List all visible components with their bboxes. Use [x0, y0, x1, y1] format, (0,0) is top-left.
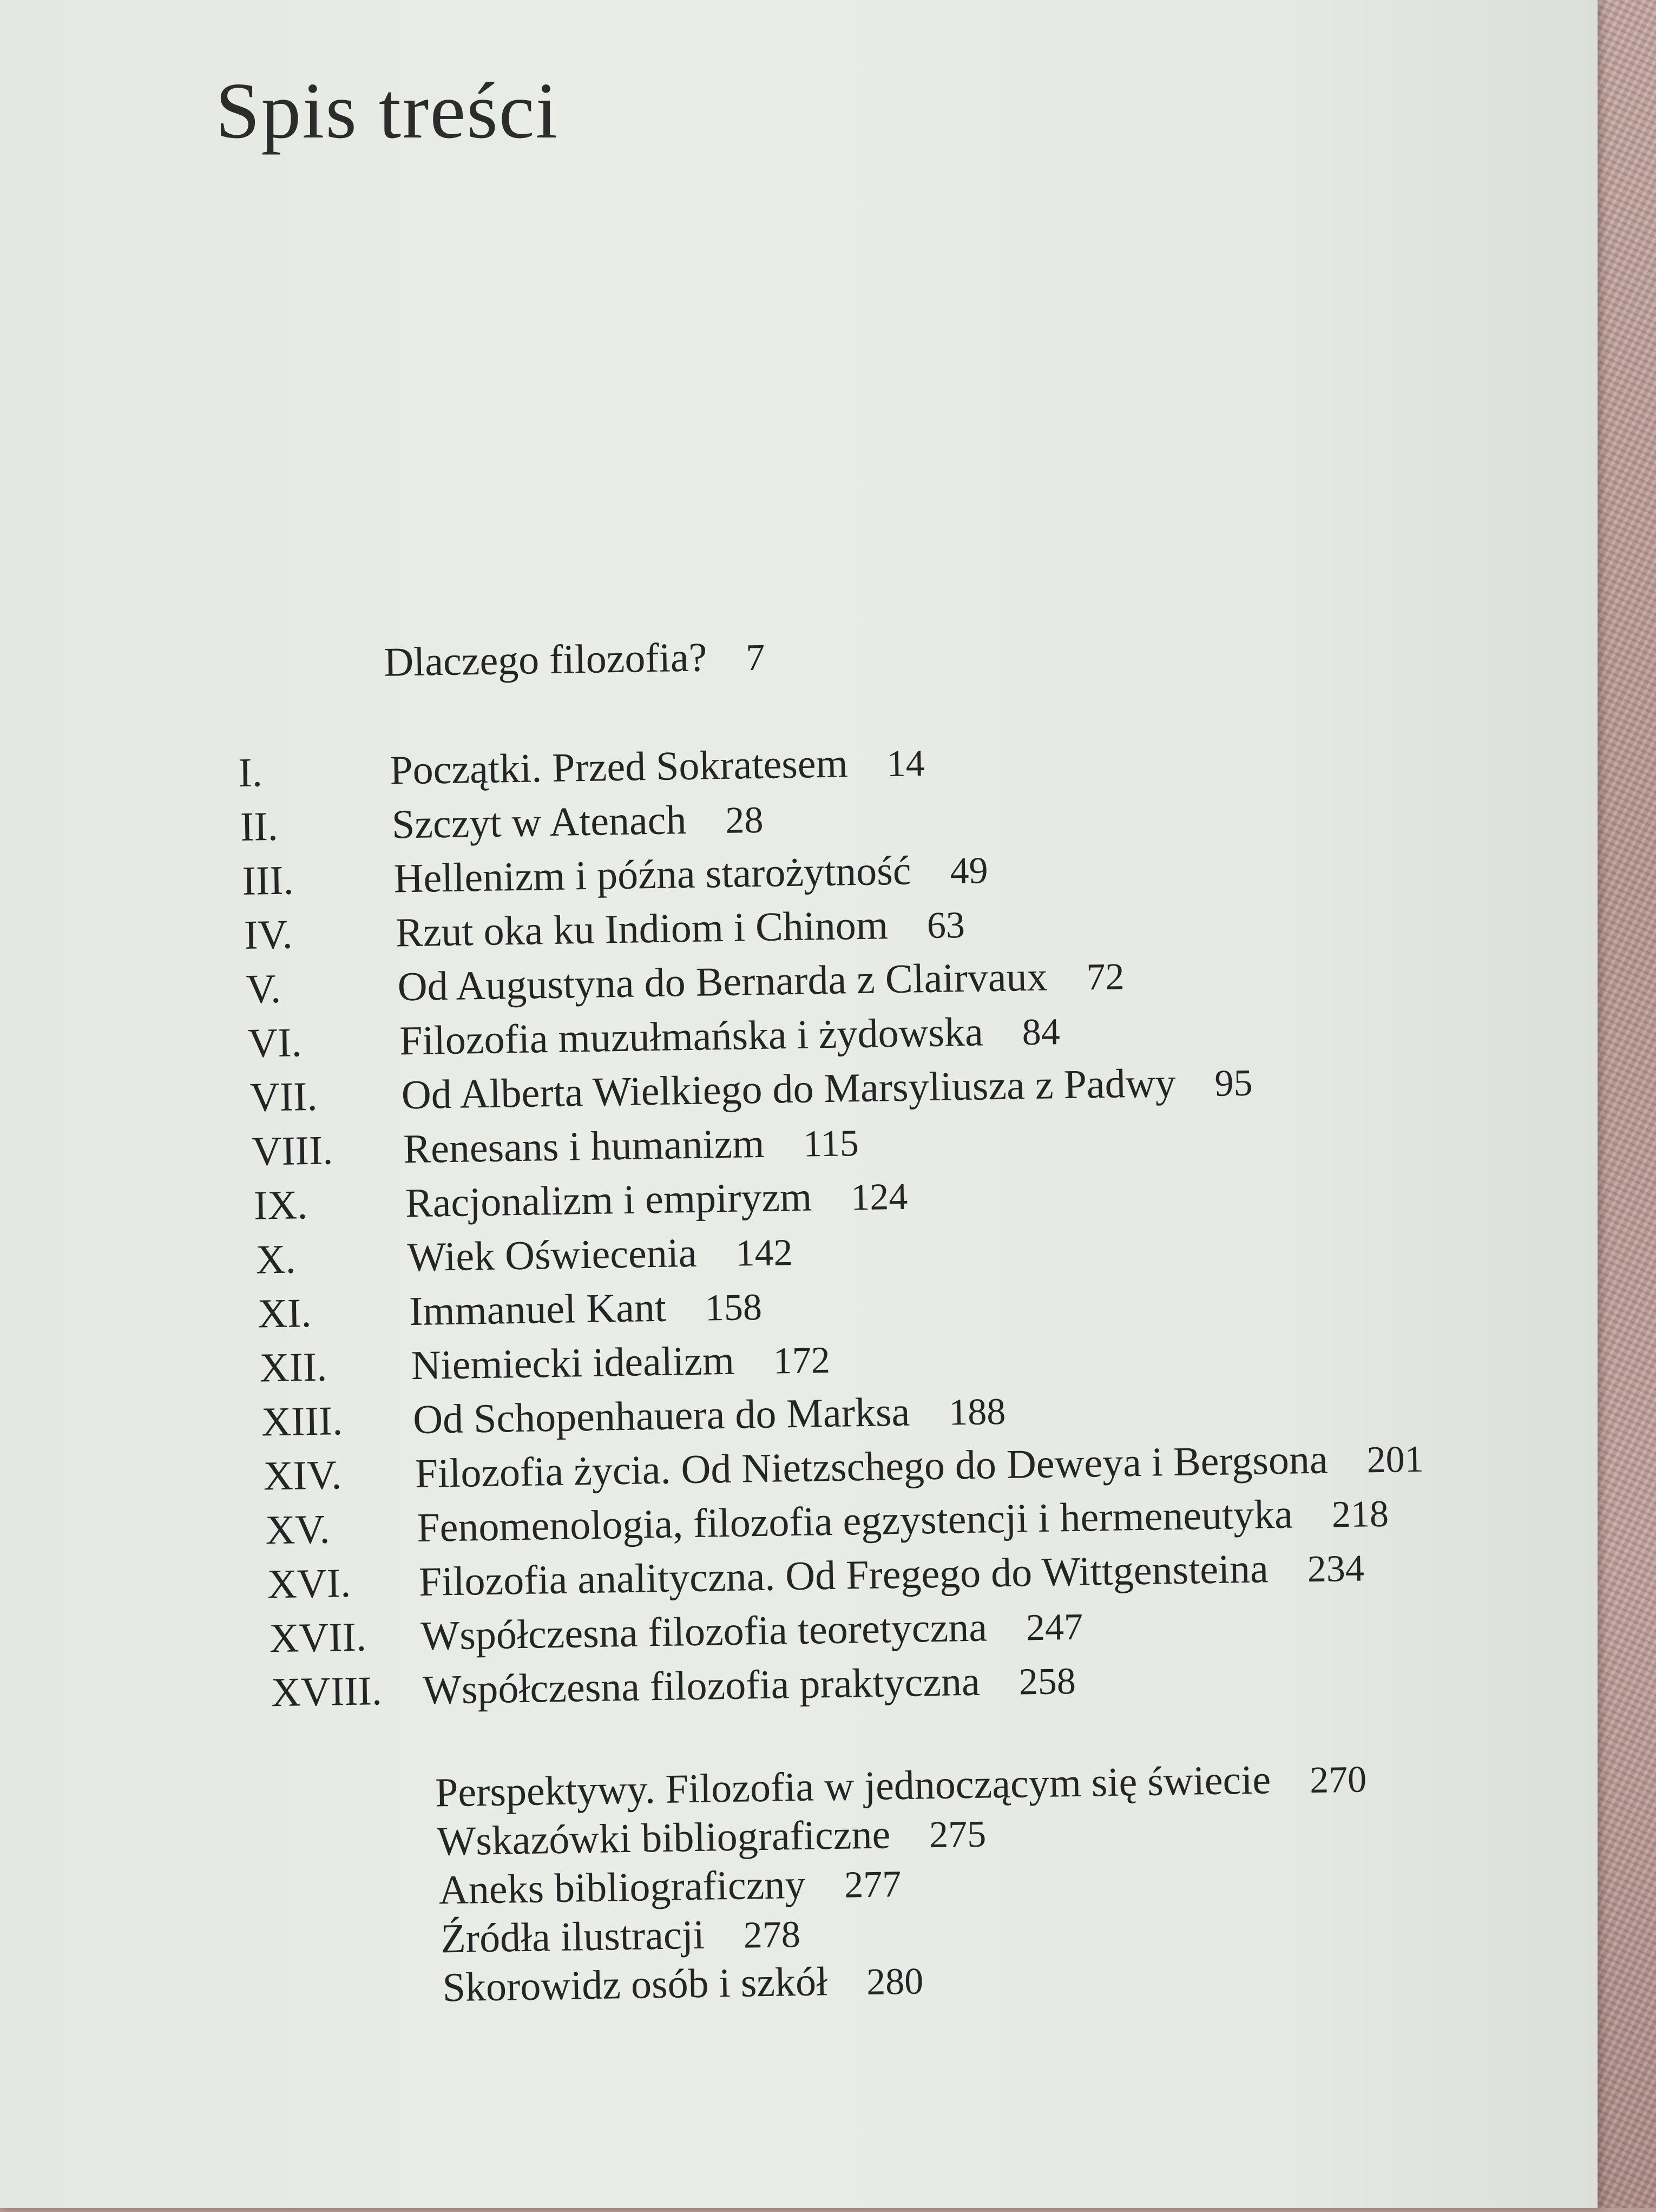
- appendix-page: 280: [866, 1960, 924, 2004]
- chapter-title: Rzut oka ku Indiom i Chinom: [395, 902, 889, 956]
- chapter-page: 258: [1018, 1660, 1076, 1703]
- appendix-title: Perspektywy. Filozofia w jednoczącym się świecie: [435, 1757, 1271, 1816]
- entry-page: 7: [745, 636, 765, 679]
- chapter-page: 218: [1331, 1493, 1389, 1536]
- chapter-number: III.: [241, 857, 294, 904]
- chapter-title: Od Schopenhauera do Marksa: [412, 1389, 910, 1443]
- chapter-title: Immanuel Kant: [409, 1284, 667, 1335]
- chapter-number: VI.: [247, 1020, 303, 1066]
- toc-appendix-entry: [435, 1755, 1366, 1816]
- chapter-page: 247: [1026, 1606, 1083, 1649]
- chapter-page: 158: [705, 1286, 763, 1329]
- page-title: Spis treści: [215, 67, 559, 155]
- chapter-number: V.: [246, 966, 281, 1012]
- chapter-page: 63: [926, 904, 965, 947]
- chapter-title: Fenomenologia, filozofia egzystencji i hermeneutyka: [416, 1491, 1293, 1551]
- chapter-number: II.: [240, 803, 279, 850]
- appendix-title: Skorowidz osób i szkół: [442, 1959, 828, 2011]
- chapter-number: IX.: [253, 1182, 308, 1229]
- appendix-page: 278: [743, 1913, 801, 1957]
- chapter-page: 201: [1366, 1438, 1424, 1481]
- chapter-title: Racjonalizm i empiryzm: [405, 1174, 812, 1226]
- chapter-number: XVI.: [267, 1560, 351, 1607]
- chapter-title: Filozofia muzułmańska i żydowska: [399, 1009, 984, 1064]
- chapter-number: XVIII.: [271, 1668, 383, 1716]
- chapter-number: XI.: [257, 1290, 312, 1337]
- chapter-page: 115: [803, 1123, 859, 1165]
- appendix-title: Źródła ilustracji: [440, 1912, 705, 1962]
- toc-appendix-entry: [442, 1957, 924, 2011]
- chapter-page: 72: [1086, 956, 1125, 999]
- toc-intro-entry: [384, 633, 765, 686]
- appendix-page: 270: [1309, 1758, 1367, 1802]
- chapter-page: 172: [773, 1339, 831, 1382]
- chapter-title: Współczesna filozofia teoretyczna: [420, 1604, 988, 1659]
- appendix-page: 275: [929, 1813, 987, 1856]
- toc-appendix-entry: [437, 1810, 987, 1866]
- chapter-number: IV.: [244, 911, 293, 958]
- appendix-title: Wskazówki bibliograficzne: [436, 1811, 891, 1865]
- chapter-title: Wiek Oświecenia: [406, 1230, 698, 1281]
- chapter-number: XV.: [265, 1506, 331, 1553]
- chapter-page: 142: [735, 1232, 793, 1275]
- chapter-number: I.: [238, 750, 263, 796]
- chapter-page: 84: [1022, 1011, 1061, 1054]
- chapter-title: Filozofia analityczna. Od Fregego do Wittgensteina: [418, 1546, 1269, 1605]
- chapter-title: Renesans i humanizm: [403, 1120, 765, 1172]
- chapter-page: 14: [886, 743, 925, 785]
- chapter-page: 28: [725, 799, 764, 842]
- chapter-title: Współczesna filozofia praktyczna: [422, 1658, 981, 1713]
- chapter-title: Hellenizm i późna starożytność: [393, 848, 912, 902]
- chapter-title: Niemiecki idealizm: [411, 1337, 735, 1389]
- chapter-title: Filozofia życia. Od Nietzschego do Deweya i Bergsona: [415, 1436, 1329, 1497]
- chapter-number: XIII.: [261, 1398, 343, 1445]
- chapter-page: 188: [948, 1390, 1006, 1434]
- chapter-number: VII.: [249, 1073, 318, 1120]
- appendix-page: 277: [844, 1863, 902, 1906]
- chapter-title: Od Augustyna do Bernarda z Clairvaux: [397, 954, 1048, 1010]
- chapter-page: 234: [1307, 1547, 1365, 1591]
- chapter-number: XIV.: [263, 1452, 342, 1499]
- toc-appendix-entry: [441, 1910, 801, 1962]
- chapter-number: XII.: [259, 1344, 327, 1391]
- chapter-number: X.: [255, 1236, 297, 1283]
- chapter-number: XVII.: [268, 1614, 367, 1662]
- chapter-title: Od Alberta Wielkiego do Marsyliusza z Padwy: [401, 1060, 1177, 1118]
- toc-appendix-entry: [438, 1860, 902, 1914]
- appendix-title: Aneks bibliograficzny: [438, 1861, 806, 1913]
- entry-title: Dlaczego filozofia?: [383, 634, 707, 685]
- chapter-page: 95: [1214, 1062, 1253, 1105]
- chapter-title: Początki. Przed Sokratesem: [389, 740, 849, 793]
- chapter-page: 49: [949, 850, 989, 892]
- chapter-number: VIII.: [251, 1127, 333, 1174]
- chapter-page: 124: [850, 1176, 908, 1219]
- chapter-title: Szczyt w Atenach: [391, 797, 687, 848]
